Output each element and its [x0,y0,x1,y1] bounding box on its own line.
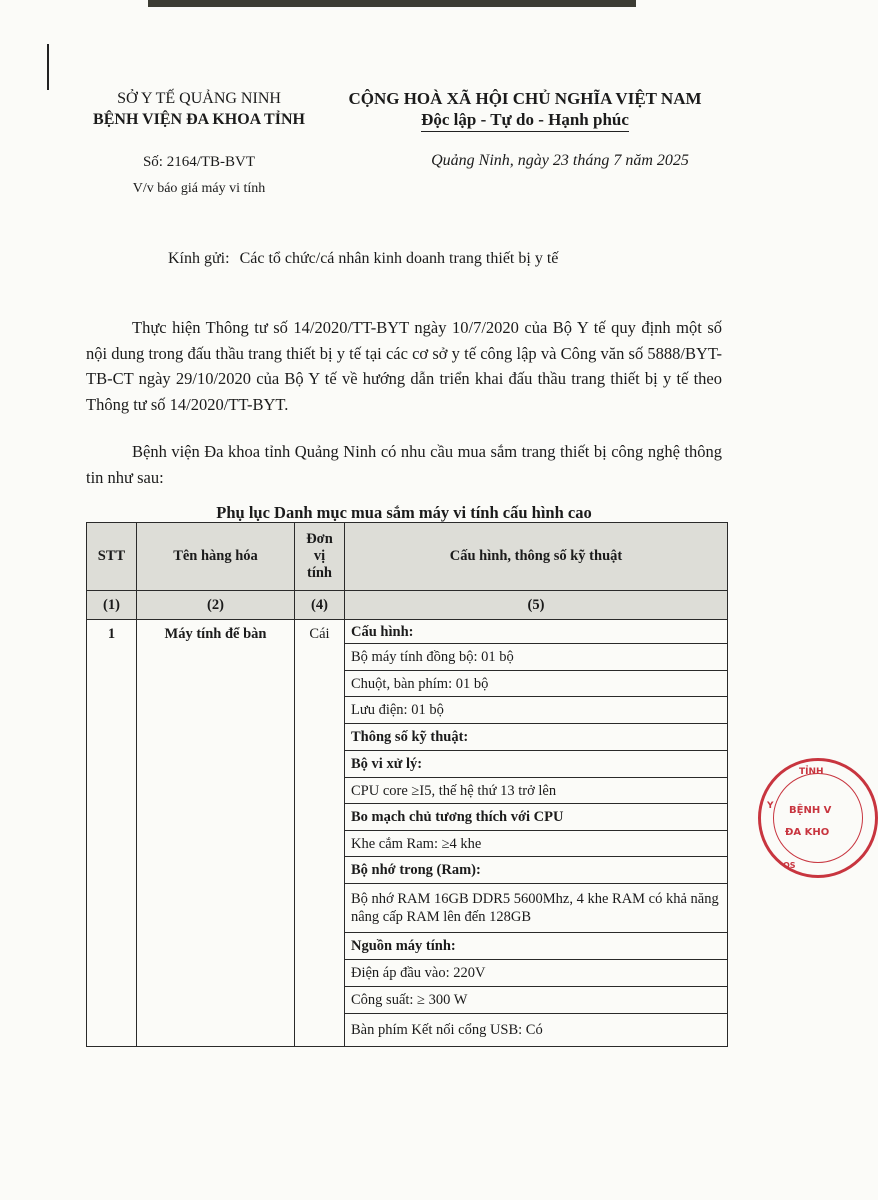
recipient-label: Kính gửi: [168,250,230,267]
spec-row: Điện áp đầu vào: 220V [344,959,728,987]
margin-mark [47,44,49,90]
header-item-name: Tên hàng hóa [136,522,295,591]
spec-row: Chuột, bàn phím: 01 bộ [344,670,728,697]
seal-text: QS [783,861,796,870]
index-stt: (1) [86,590,137,620]
spec-row: Cấu hình: [344,619,728,644]
scan-top-edge [148,0,636,7]
official-seal [758,758,878,878]
spec-row: Bộ máy tính đồng bộ: 01 bộ [344,643,728,671]
body-paragraph-2: Bệnh viện Đa khoa tỉnh Quảng Ninh có nhu cầu mua sắm trang thiết bị công nghệ thông tin như sau: [86,442,722,487]
seal-text: ĐA KHO [785,827,830,838]
issuing-organization [70,88,328,130]
item-name: Máy tính để bàn [136,619,295,1047]
national-heading [330,88,720,132]
header-unit: Đơn vị tính [294,522,345,591]
seal-text: TỈNH [799,767,824,777]
seal-text: Y [767,801,774,811]
header-specs: Cấu hình, thông số kỹ thuật [344,522,728,591]
seal-text: BỆNH V [789,805,832,816]
header-stt: STT [86,522,137,591]
spec-row: Nguồn máy tính: [344,932,728,960]
index-item-name: (2) [136,590,295,620]
spec-row: Bộ vi xử lý: [344,750,728,778]
org-name: BỆNH VIỆN ĐA KHOA TỈNH [93,111,305,128]
document-subject: V/v báo giá máy vi tính [132,181,266,196]
item-unit: Cái [294,619,345,1047]
recipient-line [168,250,558,268]
date-line: Quảng Ninh, ngày 23 tháng 7 năm 2025 [431,152,689,169]
spec-row: Bộ nhớ trong (Ram): [344,856,728,884]
nation-motto: Độc lập - Tự do - Hạnh phúc [421,109,629,132]
spec-row: Công suất: ≥ 300 W [344,986,728,1014]
index-specs: (5) [344,590,728,620]
table-title: Phụ lục Danh mục mua sắm máy vi tính cấu hình cao [216,503,592,522]
spec-row: Lưu điện: 01 bộ [344,696,728,724]
index-unit: (4) [294,590,345,620]
spec-row: Thông số kỹ thuật: [344,723,728,751]
body-paragraph-1: Thực hiện Thông tư số 14/2020/TT-BYT ngày 10/7/2020 của Bộ Y tế quy định một số nội dung trong đấu thầu trang thiết bị y tế tại các cơ sở y tế công lập và Công văn số 5888/BYT-TB-CT ngày 29/10/2020 của Bộ Y tế về hướng dẫn triển khai đấu thầu trang thiết bị y tế theo Thông tư số 14/2020/TT-BYT. [86,318,722,414]
spec-row: CPU core ≥I5, thế hệ thứ 13 trở lên [344,777,728,804]
spec-row: Khe cắm Ram: ≥4 khe [344,830,728,857]
item-stt: 1 [86,619,137,1047]
spec-row: Bộ nhớ RAM 16GB DDR5 5600Mhz, 4 khe RAM có khả năng nâng cấp RAM lên đến 128GB [344,883,728,933]
org-parent: SỞ Y TẾ QUẢNG NINH [117,90,281,107]
nation-name: CỘNG HOÀ XÃ HỘI CHỦ NGHĨA VIỆT NAM [348,89,702,108]
recipient-value: Các tổ chức/cá nhân kinh doanh trang thiết bị y tế [239,250,559,267]
document-number: Số: 2164/TB-BVT [142,154,256,170]
seal-inner-ring [773,773,863,863]
spec-row: Bàn phím Kết nối cổng USB: Có [344,1013,728,1047]
spec-row: Bo mạch chủ tương thích với CPU [344,803,728,831]
